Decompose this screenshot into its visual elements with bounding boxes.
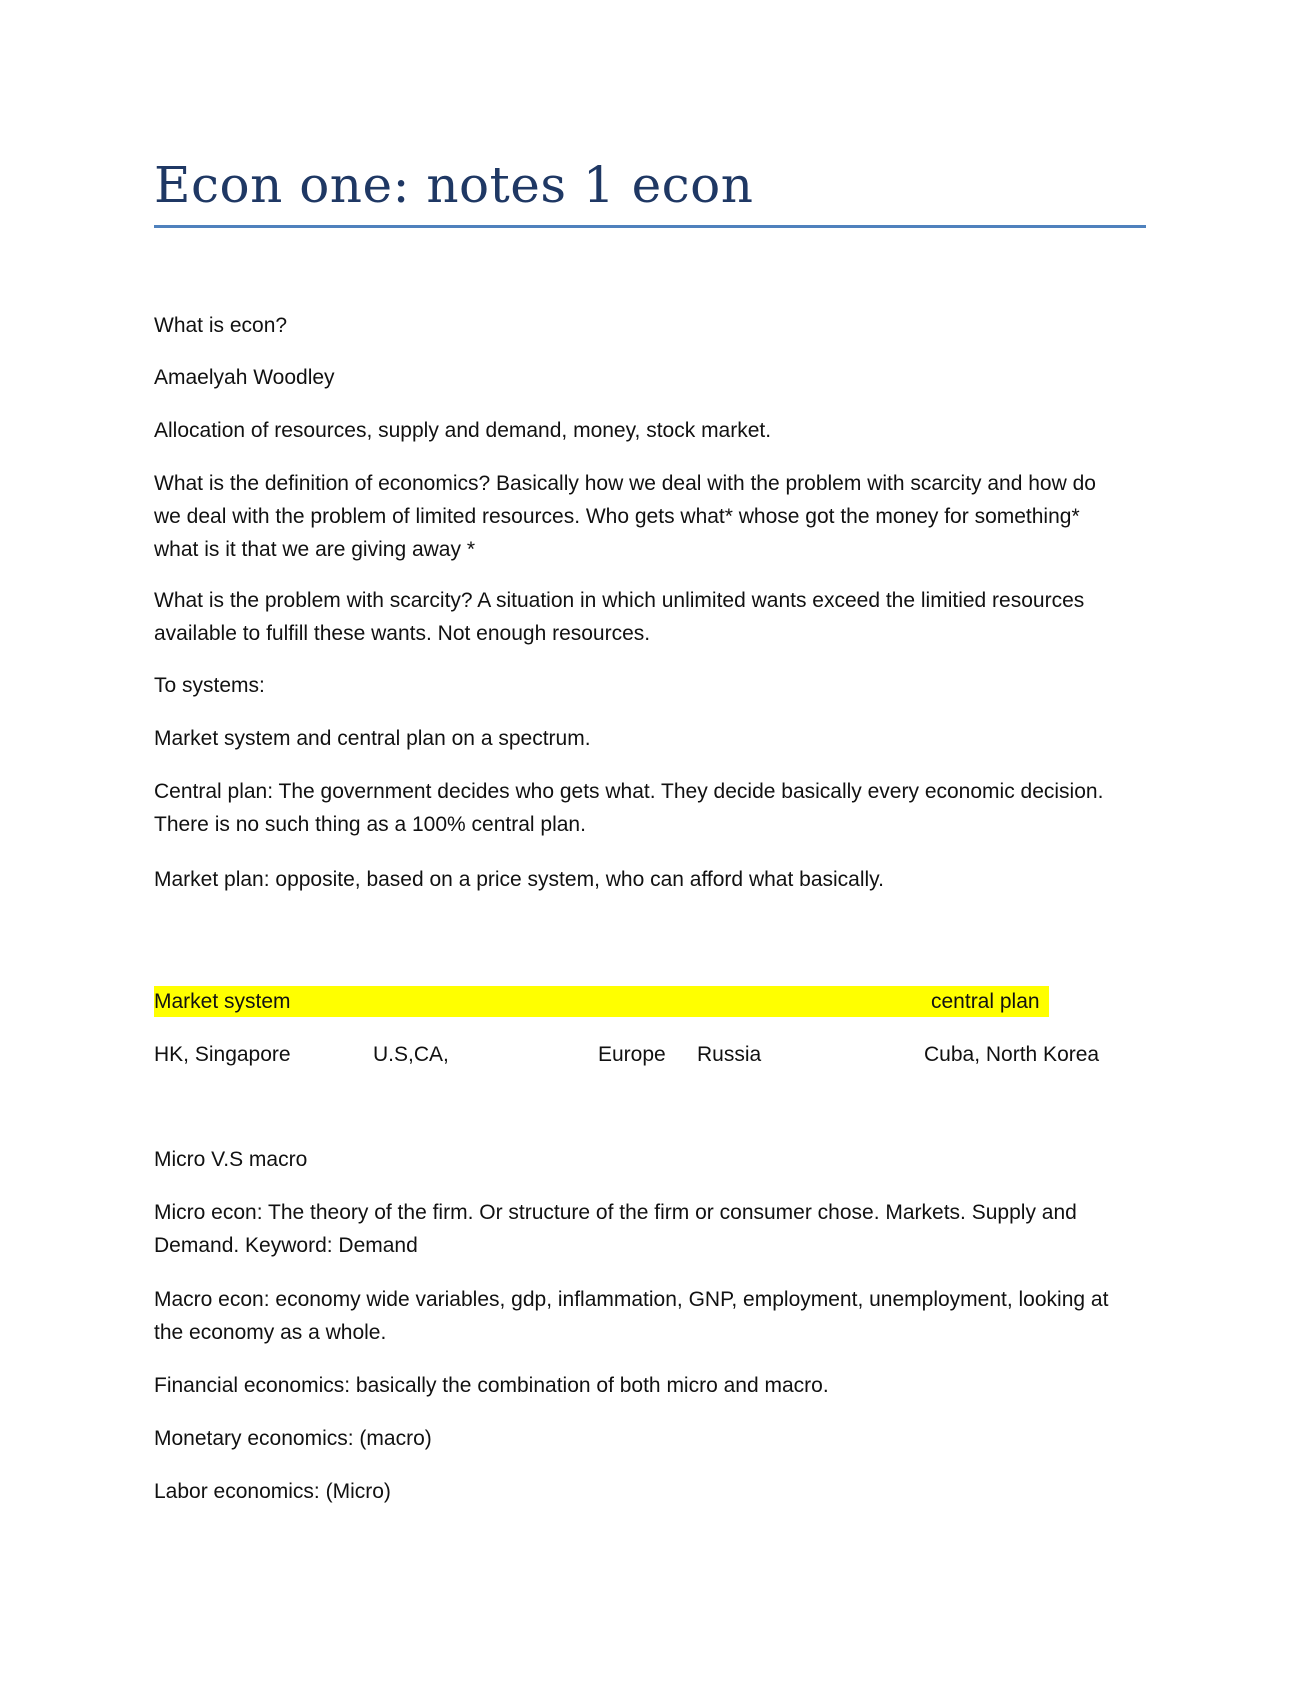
market-plan-paragraph: Market plan: opposite, based on a price system, who can afford what basically.: [154, 868, 884, 891]
definition-line: we deal with the problem of limited resources. Who gets what* whose got the money for something*: [154, 505, 1080, 528]
spectrum-paragraph: Market system and central plan on a spectrum.: [154, 727, 591, 750]
spectrum-label-market-system: Market system: [154, 990, 291, 1013]
title-underline: [154, 225, 1146, 228]
country-us-ca: U.S,CA,: [373, 1043, 449, 1066]
author-name: Amaelyah Woodley: [154, 366, 335, 389]
scarcity-line: available to fulfill these wants. Not enough resources.: [154, 622, 651, 645]
systems-heading: To systems:: [154, 674, 265, 697]
definition-line: what is it that we are giving away *: [154, 538, 475, 561]
micro-econ-paragraph: [154, 1196, 1149, 1262]
micro-econ-line: Demand. Keyword: Demand: [154, 1234, 418, 1257]
financial-economics-paragraph: Financial economics: basically the combination of both micro and macro.: [154, 1374, 829, 1397]
monetary-economics-paragraph: Monetary economics: (macro): [154, 1427, 432, 1450]
micro-vs-macro-heading: Micro V.S macro: [154, 1148, 308, 1171]
central-plan-line: There is no such thing as a 100% central plan.: [154, 813, 586, 836]
country-hk-singapore: HK, Singapore: [154, 1043, 291, 1066]
definition-paragraph: [154, 467, 1149, 566]
macro-econ-line: Macro econ: economy wide variables, gdp, inflammation, GNP, employment, unemployment, looking at: [154, 1288, 1109, 1311]
topics-paragraph: Allocation of resources, supply and demand, money, stock market.: [154, 419, 772, 442]
country-russia: Russia: [697, 1043, 762, 1066]
central-plan-paragraph: [154, 775, 1149, 841]
labor-economics-paragraph: Labor economics: (Micro): [154, 1480, 391, 1503]
spectrum-label-central-plan: central plan: [931, 990, 1040, 1013]
macro-econ-paragraph: [154, 1283, 1149, 1349]
question-what-is-econ: What is econ?: [154, 314, 288, 337]
scarcity-paragraph: [154, 584, 1149, 650]
central-plan-line: Central plan: The government decides who gets what. They decide basically every economic decision.: [154, 780, 1104, 803]
definition-line: What is the definition of economics? Basically how we deal with the problem with scarcity and how do: [154, 472, 1096, 495]
micro-econ-line: Micro econ: The theory of the firm. Or structure of the firm or consumer chose. Markets. Supply and: [154, 1201, 1077, 1224]
macro-econ-line: the economy as a whole.: [154, 1321, 387, 1344]
document-title: Econ one: notes 1 econ: [154, 156, 754, 214]
country-cuba-north-korea: Cuba, North Korea: [924, 1043, 1100, 1066]
scarcity-line: What is the problem with scarcity? A situation in which unlimited wants exceed the limitied resources: [154, 589, 1085, 612]
country-europe: Europe: [598, 1043, 666, 1066]
